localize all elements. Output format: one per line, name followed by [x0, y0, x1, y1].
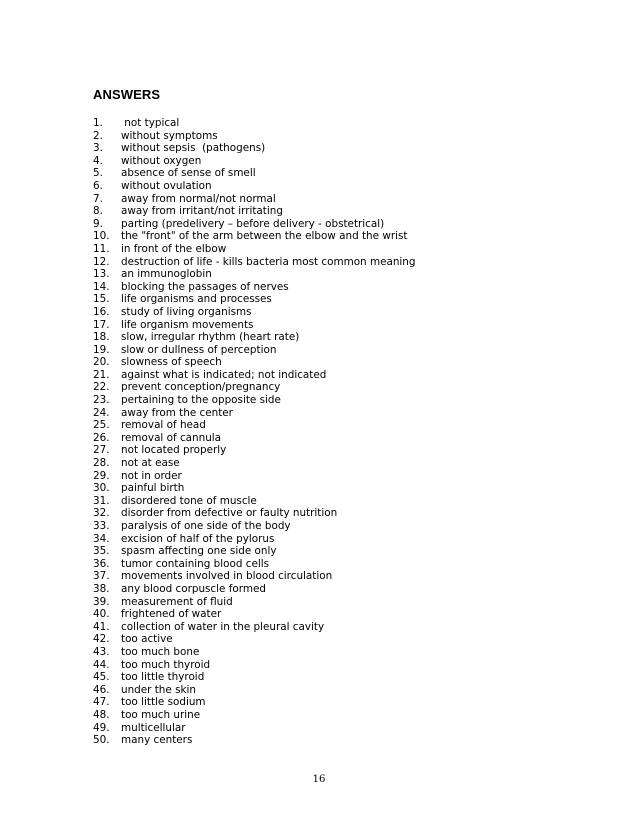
answer-number: 17. [93, 318, 110, 331]
answer-text: blocking the passages of nerves [121, 280, 289, 293]
answer-text: any blood corpuscle formed [121, 582, 266, 595]
answer-number: 29. [93, 469, 110, 482]
answer-text: without oxygen [121, 154, 202, 167]
list-item [93, 130, 415, 143]
answer-number: 9. [93, 217, 103, 230]
list-item [93, 432, 415, 445]
answer-text: too much urine [121, 708, 201, 721]
list-item [93, 621, 415, 634]
answer-number: 30. [93, 482, 110, 495]
list-item [93, 457, 415, 470]
answer-number: 8. [93, 205, 103, 218]
answer-text: without sepsis (pathogens) [121, 142, 266, 155]
list-item [93, 570, 415, 583]
answer-number: 25. [93, 419, 110, 432]
answer-text: away from the center [121, 406, 233, 419]
list-item [93, 243, 415, 256]
list-item [93, 205, 415, 218]
list-item [93, 319, 415, 332]
list-item [93, 117, 415, 130]
list-item [93, 306, 415, 319]
list-item [93, 545, 415, 558]
list-item [93, 167, 415, 180]
answer-text: too much thyroid [121, 658, 211, 671]
answer-number: 23. [93, 394, 110, 407]
list-item [93, 520, 415, 533]
list-item [93, 507, 415, 520]
answer-number: 11. [93, 242, 110, 255]
answer-number: 28. [93, 457, 110, 470]
answer-text: without symptoms [121, 129, 218, 142]
list-item [93, 646, 415, 659]
answer-text: slow or dullness of perception [121, 343, 277, 356]
answer-number: 31. [93, 494, 110, 507]
answer-number: 2. [93, 129, 103, 142]
answer-text: study of living organisms [121, 305, 252, 318]
answer-number: 35. [93, 545, 110, 558]
list-item [93, 709, 415, 722]
list-item [93, 696, 415, 709]
list-item [93, 444, 415, 457]
answer-number: 50. [93, 734, 110, 747]
answer-number: 40. [93, 608, 110, 621]
answer-text: many centers [121, 734, 193, 747]
answer-text: not in order [121, 469, 182, 482]
answer-number: 44. [93, 658, 110, 671]
answer-number: 18. [93, 331, 110, 344]
answer-text: the "front" of the arm between the elbow and the wrist [121, 230, 408, 243]
list-item [93, 331, 415, 344]
answer-text: an immunoglobin [121, 268, 212, 281]
answer-text: under the skin [121, 683, 196, 696]
answer-number: 46. [93, 683, 110, 696]
list-item [93, 281, 415, 294]
answer-number: 27. [93, 444, 110, 457]
answer-text: without ovulation [121, 179, 212, 192]
answer-text: movements involved in blood circulation [121, 570, 333, 583]
answer-number: 4. [93, 154, 103, 167]
list-item [93, 533, 415, 546]
list-item [93, 583, 415, 596]
list-item [93, 734, 415, 747]
list-item [93, 293, 415, 306]
answer-text: paralysis of one side of the body [121, 520, 291, 532]
answer-text: life organism movements [121, 318, 254, 331]
list-item [93, 407, 415, 420]
answer-text: absence of sense of smell [121, 167, 256, 180]
answer-text: pertaining to the opposite side [121, 394, 281, 407]
answer-number: 34. [93, 532, 110, 545]
list-item [93, 659, 415, 672]
list-item [93, 684, 415, 697]
answer-list [93, 117, 415, 747]
list-item [93, 596, 415, 609]
answer-number: 41. [93, 620, 110, 633]
list-item [93, 356, 415, 369]
answer-number: 43. [93, 645, 110, 658]
answer-number: 39. [93, 595, 110, 608]
answer-number: 32. [93, 507, 110, 520]
answer-number: 3. [93, 142, 103, 155]
list-item [93, 558, 415, 571]
answer-number: 22. [93, 381, 110, 394]
answer-number: 36. [93, 557, 110, 570]
answer-text: frightened of water [121, 608, 222, 621]
answers-heading: ANSWERS [93, 87, 161, 102]
answer-number: 13. [93, 268, 110, 281]
answer-number: 49. [93, 721, 110, 734]
answer-text: in front of the elbow [121, 242, 227, 255]
answer-text: too much bone [121, 645, 200, 658]
answer-number: 5. [93, 167, 103, 180]
list-item [93, 268, 415, 281]
list-item [93, 256, 415, 269]
answer-number: 21. [93, 368, 110, 381]
answer-number: 6. [93, 179, 103, 192]
list-item [93, 193, 415, 206]
answer-number: 1. [93, 117, 103, 129]
answer-text: not at ease [121, 457, 180, 470]
answer-number: 38. [93, 582, 110, 595]
answer-text: destruction of life - kills bacteria most common meaning [121, 255, 416, 268]
answer-number: 26. [93, 431, 110, 444]
answer-number: 37. [93, 570, 110, 583]
list-item [93, 470, 415, 483]
answer-text: too little thyroid [121, 671, 205, 684]
answer-number: 45. [93, 671, 110, 684]
answer-text: slow, irregular rhythm (heart rate) [121, 331, 300, 344]
list-item [93, 633, 415, 646]
list-item [93, 495, 415, 508]
list-item [93, 369, 415, 382]
list-item [93, 155, 415, 168]
answer-text: parting (predelivery – before delivery - obstetrical) [121, 217, 385, 230]
answer-text: disorder from defective or faulty nutrition [121, 507, 338, 520]
list-item [93, 608, 415, 621]
answer-text: too little sodium [121, 696, 206, 709]
answer-text: tumor containing blood cells [121, 557, 270, 570]
answer-text: excision of half of the pylorus [121, 532, 275, 545]
answer-text: not typical [121, 117, 180, 129]
answer-number: 10. [93, 230, 110, 243]
list-item [93, 394, 415, 407]
answer-text: removal of head [121, 419, 206, 432]
answer-text: prevent conception/pregnancy [121, 381, 281, 394]
answer-number: 33. [93, 520, 110, 532]
answer-number: 19. [93, 343, 110, 356]
answer-number: 16. [93, 305, 110, 318]
answer-number: 48. [93, 708, 110, 721]
answer-text: slowness of speech [121, 356, 222, 369]
answer-text: multicellular [121, 721, 186, 734]
answer-text: disordered tone of muscle [121, 494, 257, 507]
list-item [93, 482, 415, 495]
answer-number: 14. [93, 280, 110, 293]
answer-text: collection of water in the pleural cavity [121, 620, 325, 633]
answer-text: removal of cannula [121, 431, 222, 444]
answer-number: 42. [93, 633, 110, 646]
answer-number: 15. [93, 293, 110, 306]
list-item [93, 381, 415, 394]
answer-number: 20. [93, 356, 110, 369]
answer-text: life organisms and processes [121, 293, 272, 306]
list-item [93, 419, 415, 432]
answer-text: away from normal/not normal [121, 192, 276, 205]
answer-text: away from irritant/not irritating [121, 205, 283, 218]
answer-text: spasm affecting one side only [121, 545, 277, 558]
list-item [93, 671, 415, 684]
answer-text: measurement of fluid [121, 595, 233, 608]
list-item [93, 142, 415, 155]
answer-text: too active [121, 633, 173, 646]
list-item [93, 722, 415, 735]
answer-number: 24. [93, 406, 110, 419]
answer-number: 47. [93, 696, 110, 709]
page-number: 16 [312, 774, 326, 785]
answer-text: not located properly [121, 444, 227, 457]
answer-text: painful birth [121, 482, 185, 495]
list-item [93, 218, 415, 231]
answer-number: 7. [93, 192, 103, 205]
answer-text: against what is indicated; not indicated [121, 368, 327, 381]
list-item [93, 230, 415, 243]
list-item [93, 344, 415, 357]
list-item [93, 180, 415, 193]
answer-number: 12. [93, 255, 110, 268]
